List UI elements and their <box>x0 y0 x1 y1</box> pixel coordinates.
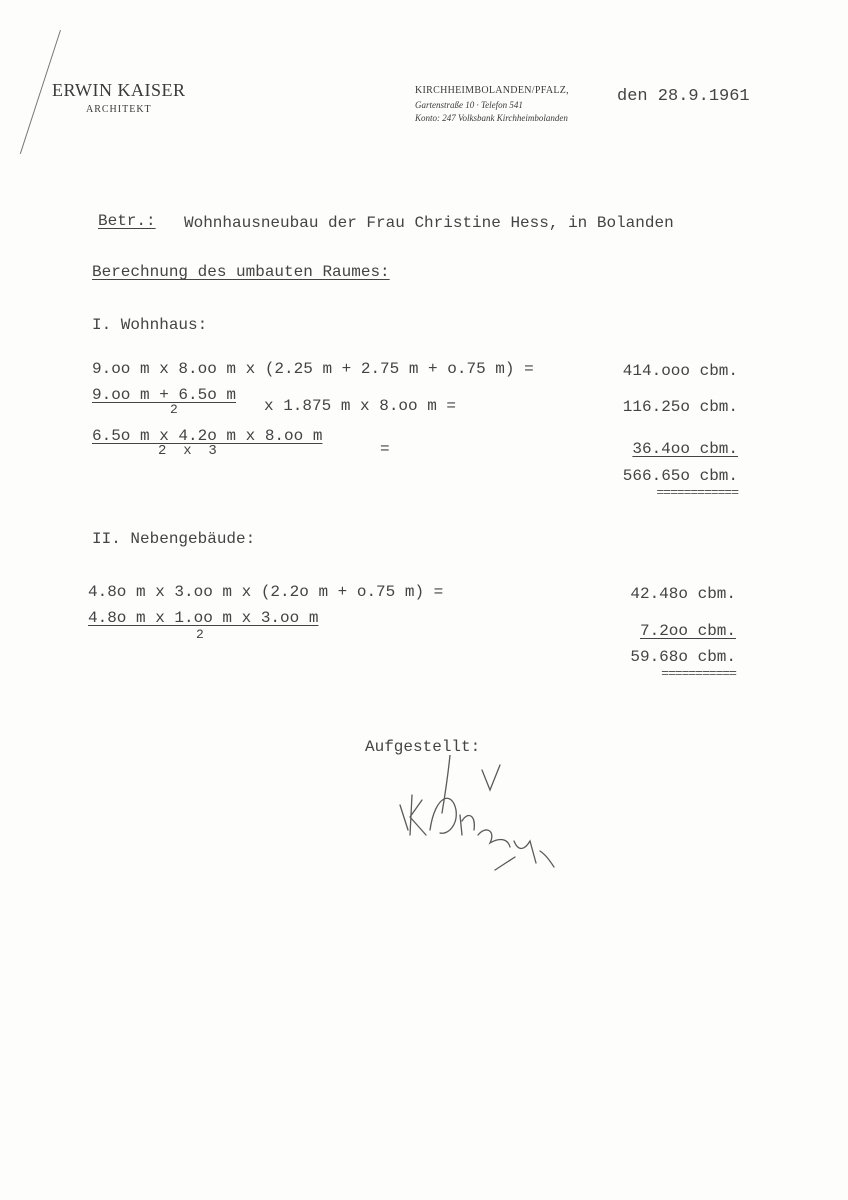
document-date: den 28.9.1961 <box>617 87 750 106</box>
section1-row3-result: 36.4oo cbm. <box>632 440 738 458</box>
section2-row2-denominator: 2 <box>196 627 204 642</box>
calculation-heading: Berechnung des umbauten Raumes: <box>92 263 390 281</box>
section1-row2-formula: x 1.875 m x 8.oo m = <box>264 397 457 415</box>
architect-name: ERWIN KAISER <box>52 80 186 100</box>
section1-total: 566.65o cbm. <box>622 467 738 485</box>
section2-row1-formula: 4.8o m x 3.oo m x (2.2o m + o.75 m) = <box>88 583 444 601</box>
letterhead-address: KIRCHHEIMBOLANDEN/PFALZ, <box>415 85 569 96</box>
subject-text: Wohnhausneubau der Frau Christine Hess, in Bolanden <box>184 214 674 232</box>
section1-title: I. Wohnhaus: <box>92 316 208 334</box>
section2-row2-numerator: 4.8o m x 1.oo m x 3.oo m <box>88 609 319 627</box>
section1-row2-numerator: 9.oo m + 6.5o m <box>92 386 237 404</box>
section1-row1-formula: 9.oo m x 8.oo m x (2.25 m + 2.75 m + o.75 m) = <box>92 360 534 378</box>
subject-label: Betr.: <box>98 212 156 230</box>
section2-title: II. Nebengebäude: <box>92 530 256 548</box>
section1-total-rule: ============ <box>656 485 738 500</box>
letterhead-bank: Konto: 247 Volksbank Kirchheimbolanden <box>415 113 568 123</box>
section2-total-rule: =========== <box>661 666 736 681</box>
section1-row3-denominator: 2 x 3 <box>158 443 217 459</box>
section2-row1-result: 42.48o cbm. <box>630 585 736 603</box>
section1-row3-numerator: 6.5o m x 4.2o m x 8.oo m <box>92 427 323 445</box>
letterhead-street: Gartenstraße 10 · Telefon 541 <box>415 100 523 110</box>
handwritten-signature <box>390 755 580 895</box>
section1-row1-result: 414.ooo cbm. <box>622 362 738 380</box>
section2-total: 59.68o cbm. <box>630 648 736 666</box>
section1-row2-denominator: 2 <box>170 402 178 417</box>
signature-label: Aufgestellt: <box>365 738 481 756</box>
section2-row2-result: 7.2oo cbm. <box>639 622 736 640</box>
architect-title: ARCHITEKT <box>86 104 152 115</box>
section1-row3-equals: = <box>380 440 390 458</box>
section1-row2-result: 116.25o cbm. <box>622 398 738 416</box>
